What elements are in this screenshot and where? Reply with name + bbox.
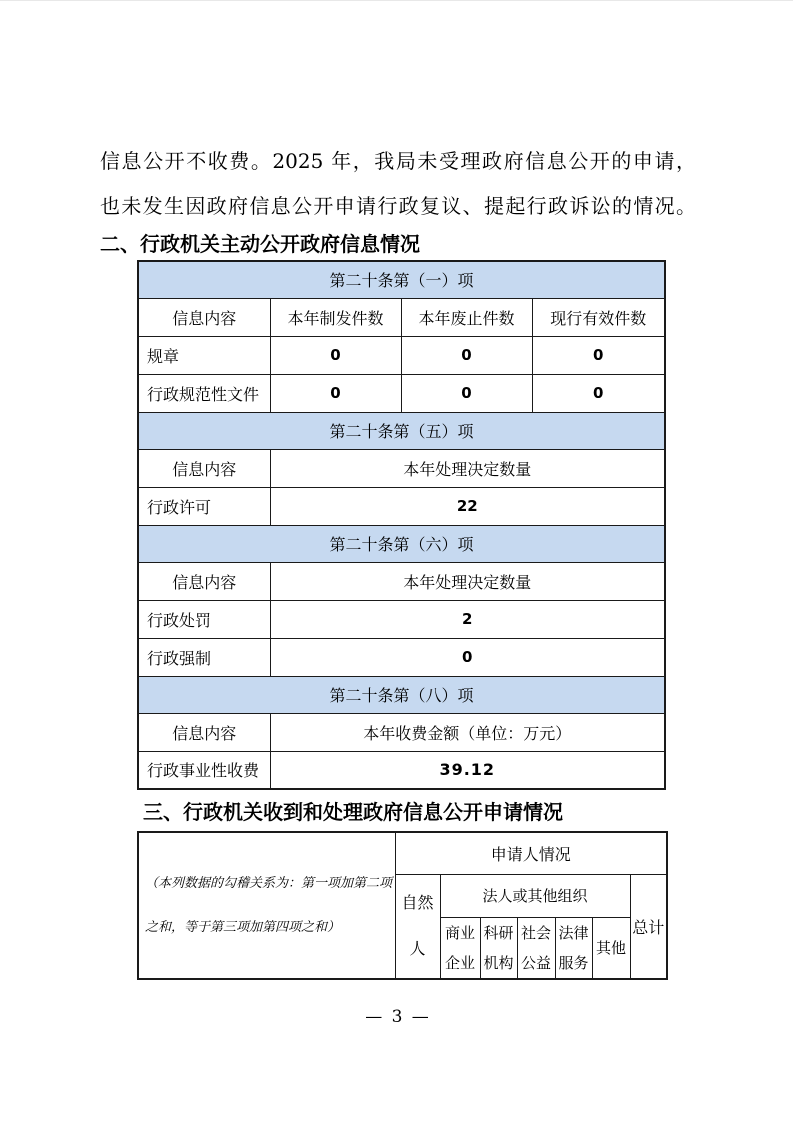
natural-person-header: 自然人 [395, 874, 440, 979]
table-row [138, 751, 665, 789]
table-row [138, 525, 665, 562]
cell-value: 0 [270, 374, 401, 412]
applicant-situation-header: 申请人情况 [395, 832, 667, 874]
table-row [138, 713, 665, 751]
total-header: 总计 [630, 874, 667, 979]
note-line: 之和，等于第三项加第四项之和） [145, 919, 341, 935]
paragraph-line: 也未发生因政府信息公开申请行政复议、提起行政诉讼的情况。 [100, 194, 696, 218]
column-header: 本年处理决定数量 [270, 562, 665, 600]
row-label: 行政规范性文件 [138, 374, 270, 412]
sub-column-header: 社会公益 [517, 917, 555, 979]
note-line: （本列数据的勾稽关系为：第一项加第二项 [145, 875, 393, 891]
table-row [138, 449, 665, 487]
column-header: 本年处理决定数量 [270, 449, 665, 487]
table-row [138, 638, 665, 676]
cell-value: 39.12 [270, 751, 665, 789]
column-header: 本年收费金额（单位：万元） [270, 713, 665, 751]
body-paragraph [100, 139, 696, 229]
section-band-title: 第二十条第（八）项 [138, 676, 665, 713]
cell-value: 22 [270, 487, 665, 525]
section-band-title: 第二十条第（一）项 [138, 261, 665, 298]
table-row [138, 600, 665, 638]
cell-value: 0 [401, 374, 532, 412]
applications-table [137, 831, 668, 980]
cell-value: 0 [270, 336, 401, 374]
proactive-disclosure-table [137, 260, 666, 790]
table-row [138, 832, 667, 874]
row-label: 行政强制 [138, 638, 270, 676]
section-three-heading: 三、行政机关收到和处理政府信息公开申请情况 [143, 800, 563, 824]
table-row [138, 336, 665, 374]
table-row [138, 261, 665, 298]
sub-column-header: 法律服务 [555, 917, 592, 979]
sub-column-header: 科研机构 [480, 917, 517, 979]
column-header: 信息内容 [138, 562, 270, 600]
paragraph-line: 信息公开不收费。2025 年，我局未受理政府信息公开的申请， [100, 149, 696, 173]
row-label: 规章 [138, 336, 270, 374]
section-band-title: 第二十条第（六）项 [138, 525, 665, 562]
column-header: 信息内容 [138, 713, 270, 751]
cell-value: 0 [532, 374, 665, 412]
table-row [138, 676, 665, 713]
cell-value: 0 [270, 638, 665, 676]
row-label: 行政处罚 [138, 600, 270, 638]
table-row [138, 412, 665, 449]
column-header: 现行有效件数 [532, 298, 665, 336]
column-header: 本年制发件数 [270, 298, 401, 336]
table-row [138, 562, 665, 600]
column-header: 本年废止件数 [401, 298, 532, 336]
reconciliation-note [138, 832, 395, 979]
page-number: — 3 — [365, 1007, 431, 1027]
legal-org-header: 法人或其他组织 [440, 874, 630, 917]
column-header: 信息内容 [138, 449, 270, 487]
sub-column-header: 其他 [592, 917, 630, 979]
section-two-heading: 二、行政机关主动公开政府信息情况 [100, 232, 420, 256]
section-band-title: 第二十条第（五）项 [138, 412, 665, 449]
row-label: 行政许可 [138, 487, 270, 525]
cell-value: 2 [270, 600, 665, 638]
cell-value: 0 [401, 336, 532, 374]
sub-column-header: 商业企业 [440, 917, 480, 979]
row-label: 行政事业性收费 [138, 751, 270, 789]
table-row [138, 487, 665, 525]
table-row [138, 298, 665, 336]
column-header: 信息内容 [138, 298, 270, 336]
table-row [138, 374, 665, 412]
cell-value: 0 [532, 336, 665, 374]
